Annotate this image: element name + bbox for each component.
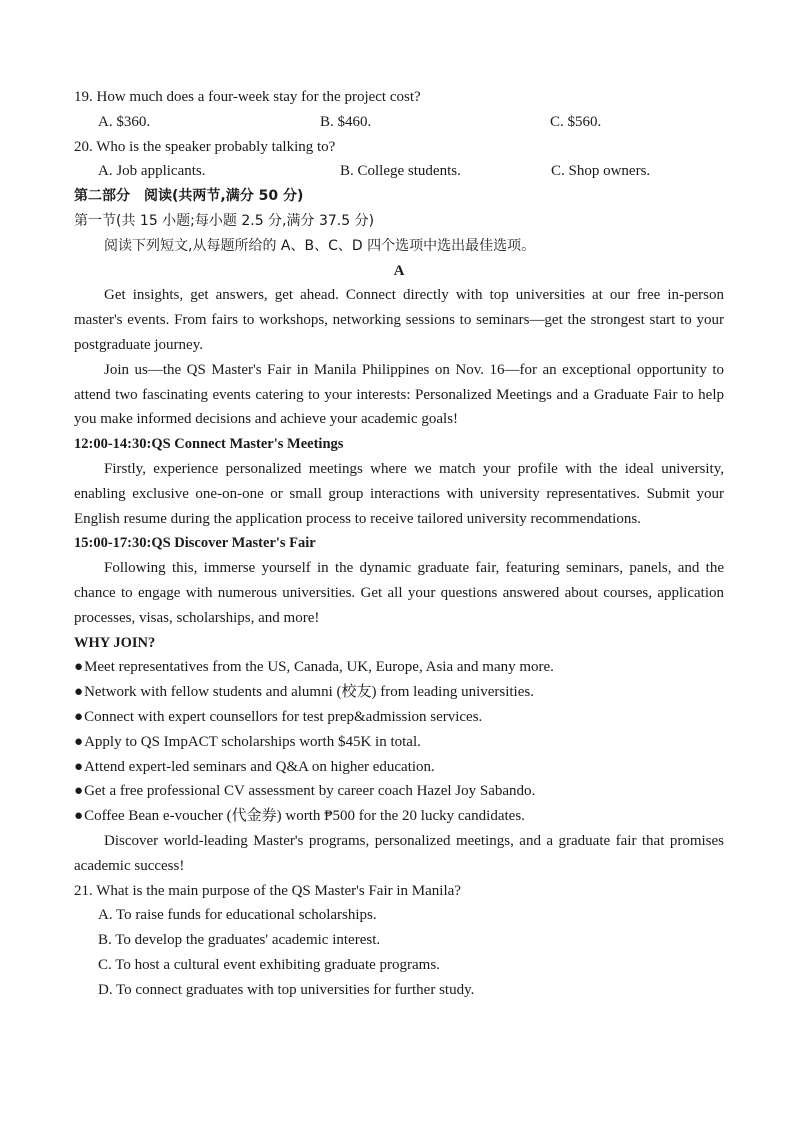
passage-letter: A	[393, 262, 405, 279]
q20-option-a: A. Job applicants.	[98, 163, 206, 180]
q20-option-c: C. Shop owners.	[551, 163, 651, 180]
passage-intro: Get insights, get answers, get ahead. Connect directly with top universities at our free in-person master's events. From fairs to workshops, networking sessions to seminars—get the strongest start to your postgraduate journey.	[74, 287, 724, 353]
benefit-item: ● Coffee Bean e-voucher (代金券) worth ₱500 for the 20 lucky candidates.	[74, 804, 724, 829]
why-join-heading: WHY JOIN?	[74, 634, 156, 651]
benefit-item: ● Network with fellow students and alumni (校友) from leading universities.	[74, 680, 724, 705]
question-19-stem: 19. How much does a four-week stay for the project cost?	[74, 89, 421, 105]
question-20-stem: 20. Who is the speaker probably talking to?	[74, 138, 336, 155]
benefit-item: ● Meet representatives from the US, Canada, UK, Europe, Asia and many more.	[74, 655, 724, 680]
benefit-list	[74, 655, 724, 829]
event-2-heading: 15:00-17:30:QS Discover Master's Fair	[74, 535, 316, 552]
exam-page	[74, 85, 724, 1002]
question-20-options	[74, 159, 724, 184]
passage-join: Join us—the QS Master's Fair in Manila Philippines on Nov. 16—for an exceptional opportunity to attend two fascinating events catering to your interests: Personalized Meetings and a Graduate Fair to help you make informed decisions and achieve your academic goals!	[74, 361, 724, 428]
q21-option-a: A. To raise funds for educational scholarships.	[98, 907, 377, 924]
passage-closing: Discover world-leading Master's programs, personalized meetings, and a graduate fair that promises academic success!	[74, 832, 724, 874]
event-1-heading: 12:00-14:30:QS Connect Master's Meetings	[74, 436, 344, 453]
section-subsection-title: 第一节(共 15 小题;每小题 2.5 分,满分 37.5 分)	[74, 212, 375, 229]
question-21-stem: 21. What is the main purpose of the QS Master's Fair in Manila?	[74, 882, 461, 899]
q20-option-b: B. College students.	[340, 163, 461, 180]
question-19-options	[74, 110, 724, 135]
benefit-item: ● Apply to QS ImpACT scholarships worth $45K in total.	[74, 730, 724, 755]
section-part-title: 第二部分 阅读(共两节,满分 50 分)	[74, 188, 304, 205]
benefit-item: ● Connect with expert counsellors for test prep&admission services.	[74, 705, 724, 730]
q19-option-c: C. $560.	[550, 113, 602, 130]
q21-option-d: D. To connect graduates with top universities for further study.	[98, 981, 475, 998]
q19-option-a: A. $360.	[98, 113, 151, 130]
q19-option-b: B. $460.	[320, 113, 372, 130]
q21-option-b: B. To develop the graduates' academic interest.	[98, 932, 381, 949]
q21-option-c: C. To host a cultural event exhibiting graduate programs.	[98, 956, 440, 973]
event-1-text: Firstly, experience personalized meetings where we match your profile with the ideal university, enabling exclusive one-on-one or small group interactions with university representatives. Submit your English resume during the application process to receive tailored university recommendations.	[74, 460, 724, 527]
section-instruction: 阅读下列短文,从每题所给的 A、B、C、D 四个选项中选出最佳选项。	[104, 237, 536, 254]
benefit-item: ● Get a free professional CV assessment by career coach Hazel Joy Sabando.	[74, 779, 724, 804]
event-2-text: Following this, immerse yourself in the dynamic graduate fair, featuring seminars, panels, and the chance to engage with numerous universities. Get all your questions answered about courses, application processes, visas, scholarships, and more!	[74, 560, 724, 626]
benefit-item: ● Attend expert-led seminars and Q&A on higher education.	[74, 755, 724, 780]
